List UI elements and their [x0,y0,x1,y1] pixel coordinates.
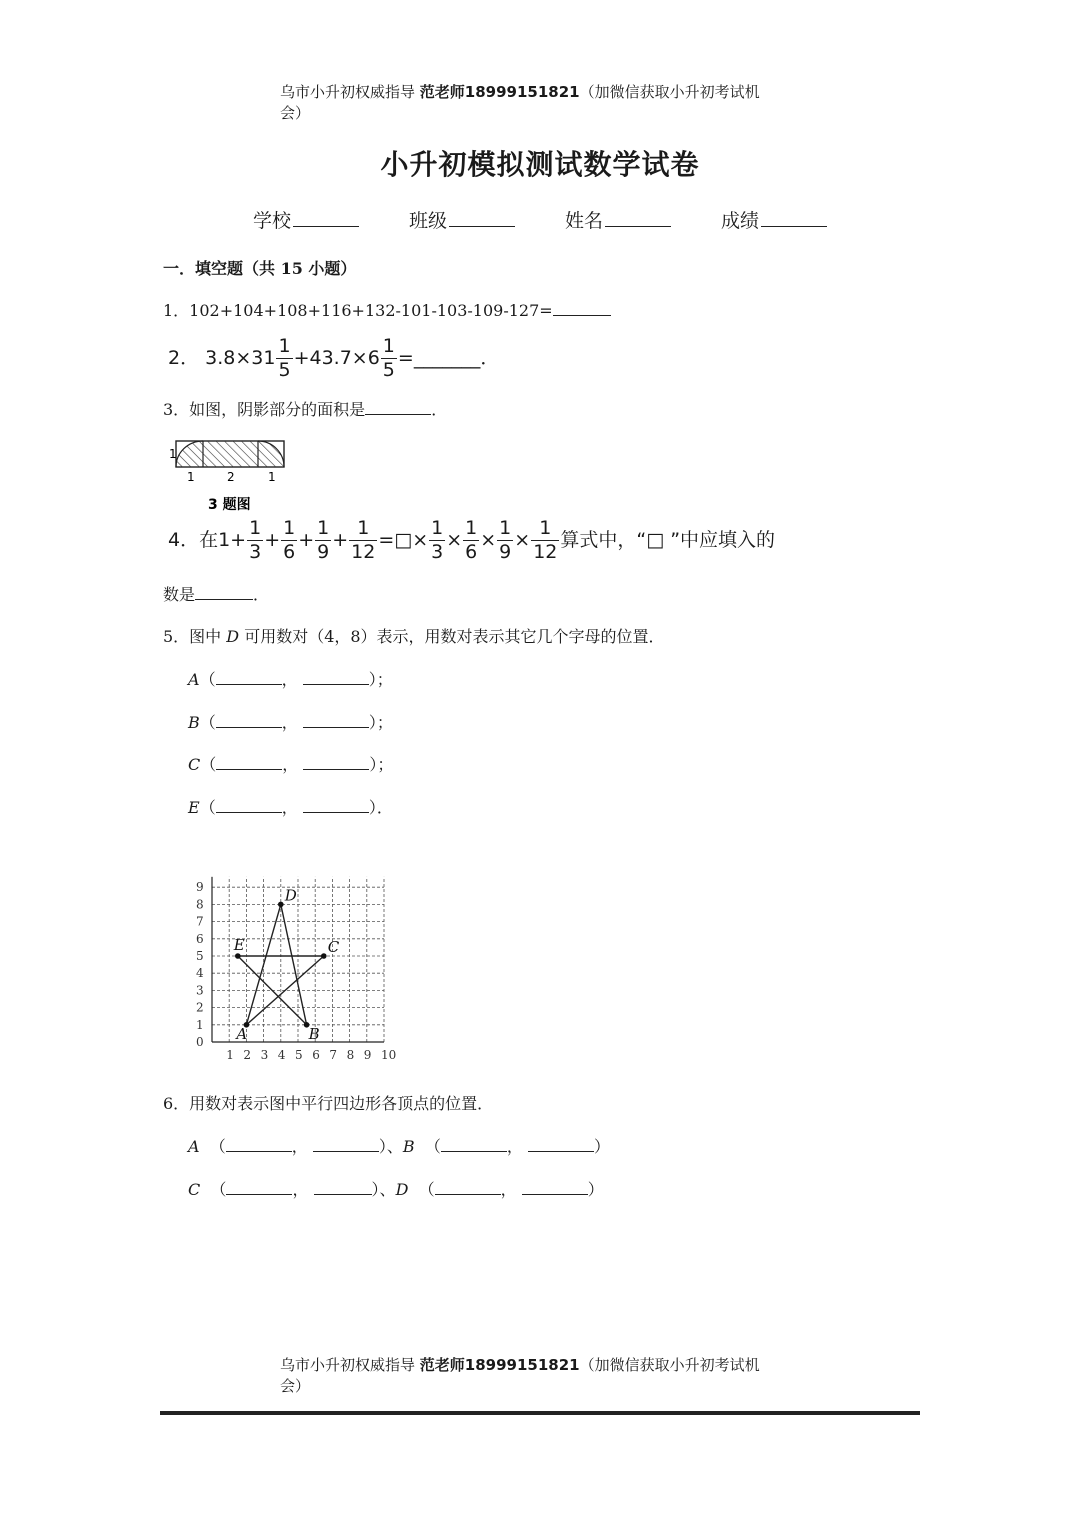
q4-line2-text: 数是 [163,585,196,604]
q4-fr1-d: 3 [431,541,444,563]
question-5 [163,624,665,647]
q3-end: ． [431,400,448,419]
header-tail: （加微信获取小升初考试机 [579,83,760,101]
point-label-d: D [284,886,297,905]
point-label-b: B [308,1024,320,1043]
point-d [278,902,284,908]
q4-fr3-d: 9 [499,541,512,563]
q5-text-a: 5．图中 [163,627,227,646]
q6-a-blank-x[interactable] [226,1136,292,1152]
x-tick-label: 8 [346,1048,355,1062]
footer-rule [160,1411,920,1415]
q6-letter-c: C [188,1180,201,1199]
q6-b-blank-y[interactable] [528,1136,594,1152]
school-blank[interactable] [293,210,359,227]
q5-letter: D [226,627,240,646]
q3-answer-blank[interactable] [365,399,431,415]
name-blank[interactable] [605,210,671,227]
q6-c-close: ）、 [371,1180,396,1199]
point-c [321,953,327,959]
q6-a-sep: ， [291,1137,308,1156]
school-field [253,206,359,233]
q5-row-e-sep: ， [281,798,298,817]
class-field [409,206,515,233]
q4-fr3-n: 1 [499,517,512,539]
x-tick-label: 10 [381,1048,397,1062]
q4-frac-r3 [497,519,513,562]
section-heading: 一．填空题（共 15 小题） [163,259,357,278]
q6-d-blank-x[interactable] [435,1179,501,1195]
q6-a-open: （ [209,1137,226,1156]
point-label-a: A [236,1024,248,1043]
header-line-1 [280,82,800,103]
q5-row-b-blank-y[interactable] [303,712,369,728]
x-tick-label: 1 [226,1048,234,1062]
q2-f2-num: 1 [382,335,395,357]
q3-text: 3．如图，阴影部分的面积是 [163,400,366,419]
star-segment [281,904,307,1024]
q5-row-e-open: （ [199,798,216,817]
q6-d-blank-y[interactable] [522,1179,588,1195]
q5-row-b-close: ）； [368,713,393,732]
header-contact: 范老师18999151821 [419,83,580,101]
q5-row-b-letter: B [188,713,200,732]
q4-tail: 算式中，“□ ”中应填入的 [560,529,776,551]
score-field [721,206,827,233]
q4-fl4-d: 12 [351,541,376,563]
footer-line-2: 会） [280,1377,311,1395]
q6-b-blank-x[interactable] [441,1136,507,1152]
q5-row-b-open: （ [199,713,216,732]
q5-row-c-sep: ， [282,755,299,774]
q2-end: ． [480,347,500,369]
q5-row-a-blank-y[interactable] [303,669,369,685]
y-tick-label: 6 [196,931,204,946]
q6-letter-b: B [402,1137,415,1156]
q4-frac-r1 [429,519,445,562]
q1-text: 1．102+104+108+116+132-101-103-109-127= [163,301,553,320]
q4-fl4-n: 1 [357,517,370,539]
q5-row-c-blank-x[interactable] [216,754,282,770]
header-line-2: 会） [280,104,311,122]
question-4: 4．在1+ $\frac{1}{3}$ + $\frac{1}{6}$ + $\frac{1}{9}$ + $\frac{1}{12}$ =□× $\frac{1}{3}$ × $\frac{1}{6}$ × $\frac{1}{9}$ × $\frac{1}{12}$ 算式中，“□ ”中应填入的 [168,517,776,563]
class-blank[interactable] [449,210,515,227]
q6-c-blank-x[interactable] [226,1179,292,1195]
point-label-c: C [327,938,340,956]
footer-line-1 [280,1355,800,1376]
q5-row-e-close: ）． [368,798,393,817]
q4-fr1-n: 1 [431,517,444,539]
x-tick-label: 5 [295,1048,303,1062]
q4-frac-l2 [281,519,297,562]
q2-term-1: 3.8×31 [205,347,276,369]
q2-f1-den: 5 [278,359,291,381]
question-1 [163,298,611,321]
q3-figure-caption: 3 题图 [208,497,251,513]
q5-row-c-letter: C [188,755,201,774]
q3-shaded-region [176,441,284,467]
q2-answer-blank[interactable]: _______ [413,347,481,369]
q5-row-a-close: ）； [368,670,393,689]
y-tick-label: 1 [196,1017,204,1032]
q5-row-c [188,752,393,775]
q4-fr4-n: 1 [539,517,552,539]
q5-text-b: 可用数对（4，8）表示，用数对表示其它几个字母的位置． [239,627,665,646]
y-tick-label: 5 [196,949,204,963]
q4-fl1-n: 1 [249,517,262,539]
point-label-e: E [233,936,245,954]
school-label: 学校 [253,210,292,232]
q4-frac-r4 [531,519,559,562]
page-title: 小升初模拟测试数学试卷 [380,148,700,181]
q5-row-e-letter: E [188,798,200,817]
q4-fl3-d: 9 [317,541,330,563]
q6-letter-d: D [395,1180,409,1199]
q6-row-1 [188,1134,610,1157]
name-field [565,206,671,233]
y-tick-label: 8 [196,897,204,912]
x-tick-label: 4 [277,1048,286,1062]
q6-c-blank-y[interactable] [314,1179,372,1195]
y-tick-label: 2 [196,1000,204,1015]
q6-letter-a: A [188,1137,200,1156]
footer-text: 乌市小升初权威指导 [280,1356,420,1374]
question-2 [168,337,499,380]
q5-row-a-letter: A [188,670,200,689]
q2-equals: = [397,347,414,369]
q4-frac-l1 [247,519,263,562]
q5-row-a-blank-x[interactable] [216,669,282,685]
x-tick-label: 9 [363,1048,372,1062]
q4-fl2-n: 1 [283,517,296,539]
q4-one: 1+ [218,529,247,551]
page-footer [280,1355,800,1397]
q1-answer-blank[interactable] [553,300,611,316]
point-e [235,953,241,959]
footer-tail: （加微信获取小升初考试机 [579,1356,760,1374]
q3-side-label: 1 [169,447,177,461]
class-label: 班级 [409,210,448,232]
q3-bottom-label-2: 2 [227,470,235,484]
q6-d-close: ） [587,1180,604,1199]
y-tick-label: 4 [196,966,204,981]
y-tick-label: 0 [196,1035,204,1049]
y-tick-label: 7 [196,914,204,929]
question-3 [163,397,447,420]
q2-f2-den: 5 [382,359,395,381]
q5-star-grid-figure [190,836,397,1070]
q4-frac-l3 [315,519,331,562]
q6-c-sep: ， [292,1180,309,1199]
q6-c-open: （ [210,1180,227,1199]
q6-d-sep: ， [500,1180,517,1199]
q5-row-e [188,795,393,818]
footer-contact: 范老师18999151821 [419,1356,580,1374]
q5-row-e-blank-y[interactable] [303,797,369,813]
q5-row-b [188,710,393,733]
q3-bottom-label-3: 1 [268,470,276,484]
q4-fr4-d: 12 [533,541,558,563]
q6-d-open: （ [418,1180,435,1199]
score-label: 成绩 [721,210,760,232]
y-tick-label: 9 [196,880,204,895]
q5-row-c-blank-y[interactable] [303,754,369,770]
q2-f1-num: 1 [278,335,291,357]
page-header [280,82,800,124]
question-4-line-2 [163,582,269,605]
q4-end: ． [253,585,270,604]
q2-fraction-2 [381,337,397,380]
q2-number: 2． [168,347,200,369]
q6-b-sep: ， [506,1137,523,1156]
q6-row-2 [188,1177,604,1200]
q4-fl2-d: 6 [283,541,296,563]
q4-frac-r2 [463,519,479,562]
q3-bottom-label-1: 1 [187,470,195,484]
q4-fl3-n: 1 [317,517,330,539]
q2-fraction-1 [276,337,292,380]
q2-term-2: +43.7×6 [293,347,380,369]
q5-row-a [188,667,393,690]
q4-fr2-d: 6 [465,541,478,563]
q5-row-b-blank-x[interactable] [216,712,282,728]
q6-a-blank-y[interactable] [313,1136,379,1152]
q5-row-e-blank-x[interactable] [216,797,282,813]
q4-frac-l4 [349,519,377,562]
q4-fl1-d: 3 [249,541,262,563]
x-tick-label: 2 [243,1048,252,1062]
q6-b-open: （ [424,1137,441,1156]
q4-number: 4．在 [168,529,219,551]
q5-row-c-open: （ [200,755,217,774]
question-6: 6．用数对表示图中平行四边形各顶点的位置． [163,1094,494,1113]
q4-fr2-n: 1 [465,517,478,539]
y-tick-label: 3 [196,983,204,998]
name-label: 姓名 [565,210,604,232]
q6-a-close: ）、 [378,1137,403,1156]
q6-b-close: ） [593,1137,610,1156]
header-text: 乌市小升初权威指导 [280,83,420,101]
q5-row-a-open: （ [199,670,216,689]
q4-answer-blank[interactable] [195,584,253,600]
score-blank[interactable] [761,210,827,227]
q3-figure [166,434,296,516]
q5-row-b-sep: ， [281,713,298,732]
x-tick-label: 3 [260,1048,269,1062]
x-tick-label: 6 [312,1048,320,1062]
q4-equals: =□× [378,529,429,551]
q5-row-c-close: ）； [369,755,394,774]
q5-row-a-sep: ， [281,670,298,689]
x-tick-label: 7 [329,1048,338,1062]
